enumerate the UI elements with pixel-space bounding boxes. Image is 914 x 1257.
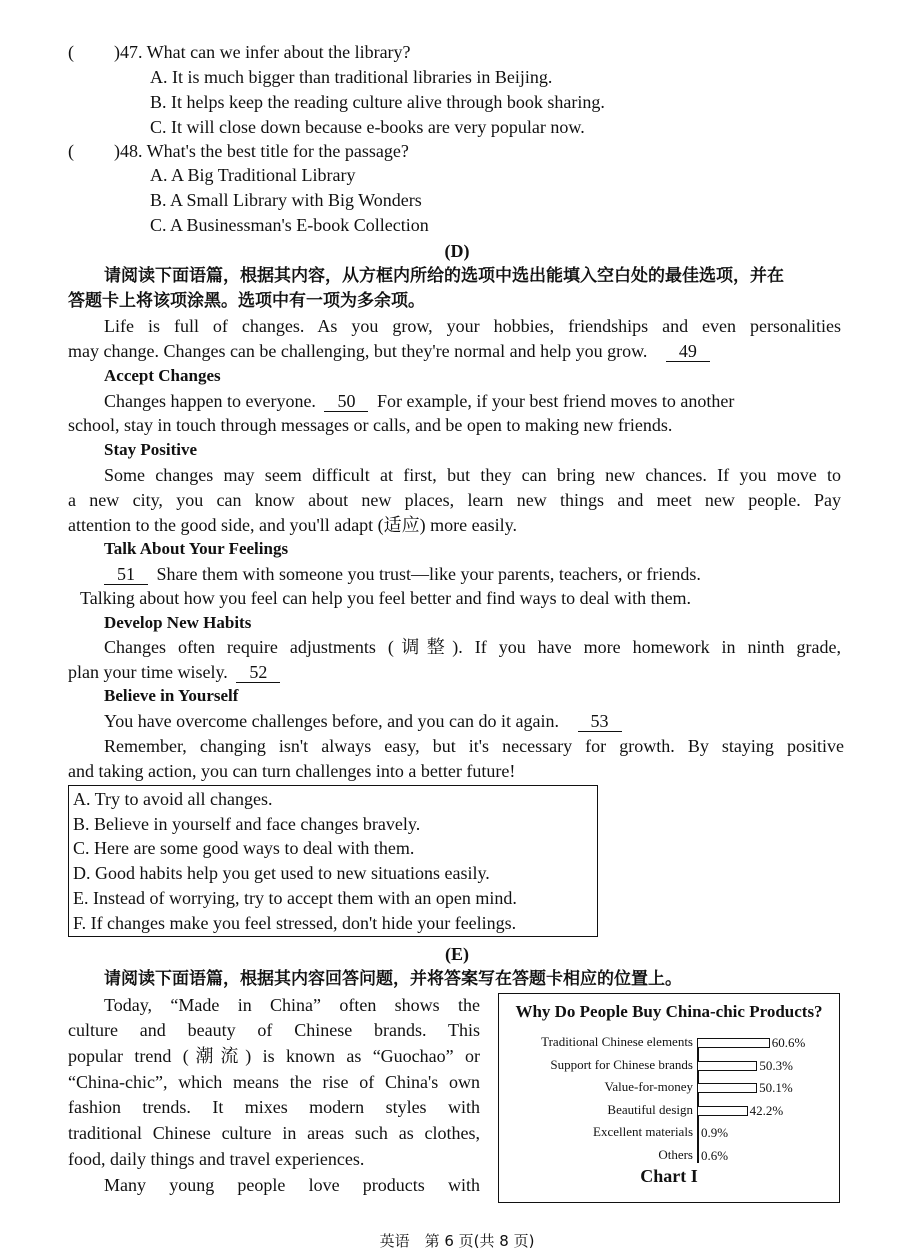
p3-line-1-text: Share them with someone you trust—like your parents, teachers, or friends.: [156, 564, 701, 584]
p5-line-1: [104, 709, 626, 733]
e-line-2: culture and beauty of Chinese brands. This: [68, 1020, 480, 1040]
p2-line-3: attention to the good side, and you'll adapt (适应) more easily.: [68, 515, 517, 535]
chart-bar: [697, 1106, 748, 1116]
answer-paren: (: [68, 42, 74, 62]
q48-option-a: A. A Big Traditional Library: [150, 165, 356, 185]
e-line-5: fashion trends. It mixes modern styles with: [68, 1097, 480, 1117]
p1-line-2: school, stay in touch through messages or calls, and be open to making new friends.: [68, 415, 673, 435]
e-line-3: popular trend (潮流) is known as “Guochao” or: [68, 1046, 480, 1066]
p2-line-1: Some changes may seem difficult at first, but they can bring new chances. If you move to: [104, 465, 841, 485]
options-box: [68, 785, 598, 937]
chart-category-label: Value-for-money: [604, 1079, 693, 1094]
question-47: [68, 40, 411, 64]
p2-line-2: a new city, you can know about new places, learn new things and meet new people. Pay: [68, 490, 841, 510]
blank-50: 50: [324, 391, 368, 412]
p4-line-1: Changes often require adjustments (调整). If you have more homework in ninth grade,: [104, 637, 841, 657]
e-line-6: traditional Chinese culture in areas such as clothes,: [68, 1123, 480, 1143]
section-e-instruction: 请阅读下面语篇，根据其内容回答问题，并将答案写在答题卡相应的位置上。: [104, 969, 682, 989]
chart-category-label: Beautiful design: [607, 1101, 693, 1117]
heading-talk-feelings: Talk About Your Feelings: [104, 539, 289, 558]
p4-line-2: [68, 660, 284, 684]
e-line-7: food, daily things and travel experiences.: [68, 1149, 365, 1169]
q47-option-b: B. It helps keep the reading culture alive through book sharing.: [150, 92, 605, 112]
chart-category-label: Traditional Chinese elements: [541, 1034, 693, 1049]
section-d-instruction-1: 请阅读下面语篇，根据其内容，从方框内所给的选项中选出能填入空白处的最佳选项，并在: [104, 266, 784, 286]
blank-49: 49: [666, 341, 710, 362]
heading-develop-habits: Develop New Habits: [104, 613, 252, 632]
heading-accept-changes: Accept Changes: [104, 366, 221, 385]
option-c: C. Here are some good ways to deal with them.: [73, 838, 415, 858]
q48-option-c: C. A Businessman's E-book Collection: [150, 215, 429, 235]
p4-line-2a: plan your time wisely.: [68, 662, 228, 682]
question-48: [68, 139, 409, 163]
e-line-8: Many young people love products with: [104, 1175, 480, 1195]
chart-category-label: Excellent materials: [593, 1124, 693, 1139]
p6-line-2: and taking action, you can turn challenges into a better future!: [68, 761, 516, 781]
question-47-stem: )47. What can we infer about the library?: [114, 42, 411, 62]
option-b: B. Believe in yourself and face changes bravely.: [73, 814, 421, 834]
chart-value-label: 50.1%: [759, 1080, 793, 1095]
section-d-instruction-2: 答题卡上将该项涂黑。选项中有一项为多余项。: [68, 291, 425, 311]
e-line-1: Today, “Made in China” often shows the: [104, 995, 480, 1015]
p5-line-1a: You have overcome challenges before, and you can do it again.: [104, 711, 560, 731]
p3-line-1: [104, 562, 701, 586]
q48-option-b: B. A Small Library with Big Wonders: [150, 190, 422, 210]
chart-value-label: 0.6%: [701, 1147, 729, 1163]
option-d: D. Good habits help you get used to new situations easily.: [73, 863, 490, 883]
intro-line-2: [68, 339, 714, 363]
chart-caption: Chart I: [640, 1166, 698, 1186]
q47-option-a: A. It is much bigger than traditional libraries in Beijing.: [150, 67, 553, 87]
blank-53: 53: [578, 711, 622, 732]
section-d-label: (D): [444, 241, 470, 261]
blank-51: 51: [104, 564, 148, 585]
question-48-stem: )48. What's the best title for the passage?: [114, 141, 409, 161]
blank-52: 52: [236, 662, 280, 683]
chart-bar: [697, 1151, 699, 1161]
chart-value-label: 42.2%: [749, 1102, 784, 1118]
chart-bar: [697, 1061, 757, 1071]
chart-value-label: 0.9%: [701, 1125, 729, 1140]
chart-category-label: Others: [658, 1146, 693, 1162]
chart-value-label: 50.3%: [759, 1057, 793, 1073]
heading-stay-positive: Stay Positive: [104, 440, 198, 459]
chart-title: Why Do People Buy China-chic Products?: [515, 1002, 823, 1021]
chart-value-label: 60.6%: [771, 1035, 806, 1050]
e-line-4: “China-chic”, which means the rise of China's own: [68, 1072, 480, 1092]
chart-category-label: Support for Chinese brands: [550, 1056, 693, 1072]
p3-line-2: Talking about how you feel can help you feel better and find ways to deal with them.: [80, 588, 692, 608]
chart-bar: [697, 1128, 699, 1138]
heading-believe-yourself: Believe in Yourself: [104, 686, 239, 705]
option-f: F. If changes make you feel stressed, don't hide your feelings.: [73, 913, 517, 933]
intro-line-2-text: may change. Changes can be challenging, but they're normal and help you grow.: [68, 341, 648, 361]
p1-line-1b: For example, if your best friend moves to another: [376, 391, 735, 411]
page-footer: 英语 第 6 页(共 8 页): [379, 1232, 535, 1250]
q47-option-c: C. It will close down because e-books are very popular now.: [150, 117, 585, 137]
intro-line-1: Life is full of changes. As you grow, your hobbies, friendships and even personalities: [104, 316, 841, 336]
p1-line-1a: Changes happen to everyone.: [104, 391, 316, 411]
section-e-label: (E): [445, 944, 469, 964]
answer-paren: (: [68, 141, 74, 161]
p6-line-1: Remember, changing isn't always easy, but it's necessary for growth. By staying positive: [104, 736, 844, 756]
option-e: E. Instead of worrying, try to accept them with an open mind.: [73, 888, 517, 908]
option-a: A. Try to avoid all changes.: [73, 789, 273, 809]
p1-line-1: [104, 389, 734, 413]
chart-bar: [697, 1083, 757, 1093]
chart-box: [498, 993, 840, 1203]
chart-axis: [697, 1038, 699, 1163]
chart-bar: [697, 1038, 770, 1048]
